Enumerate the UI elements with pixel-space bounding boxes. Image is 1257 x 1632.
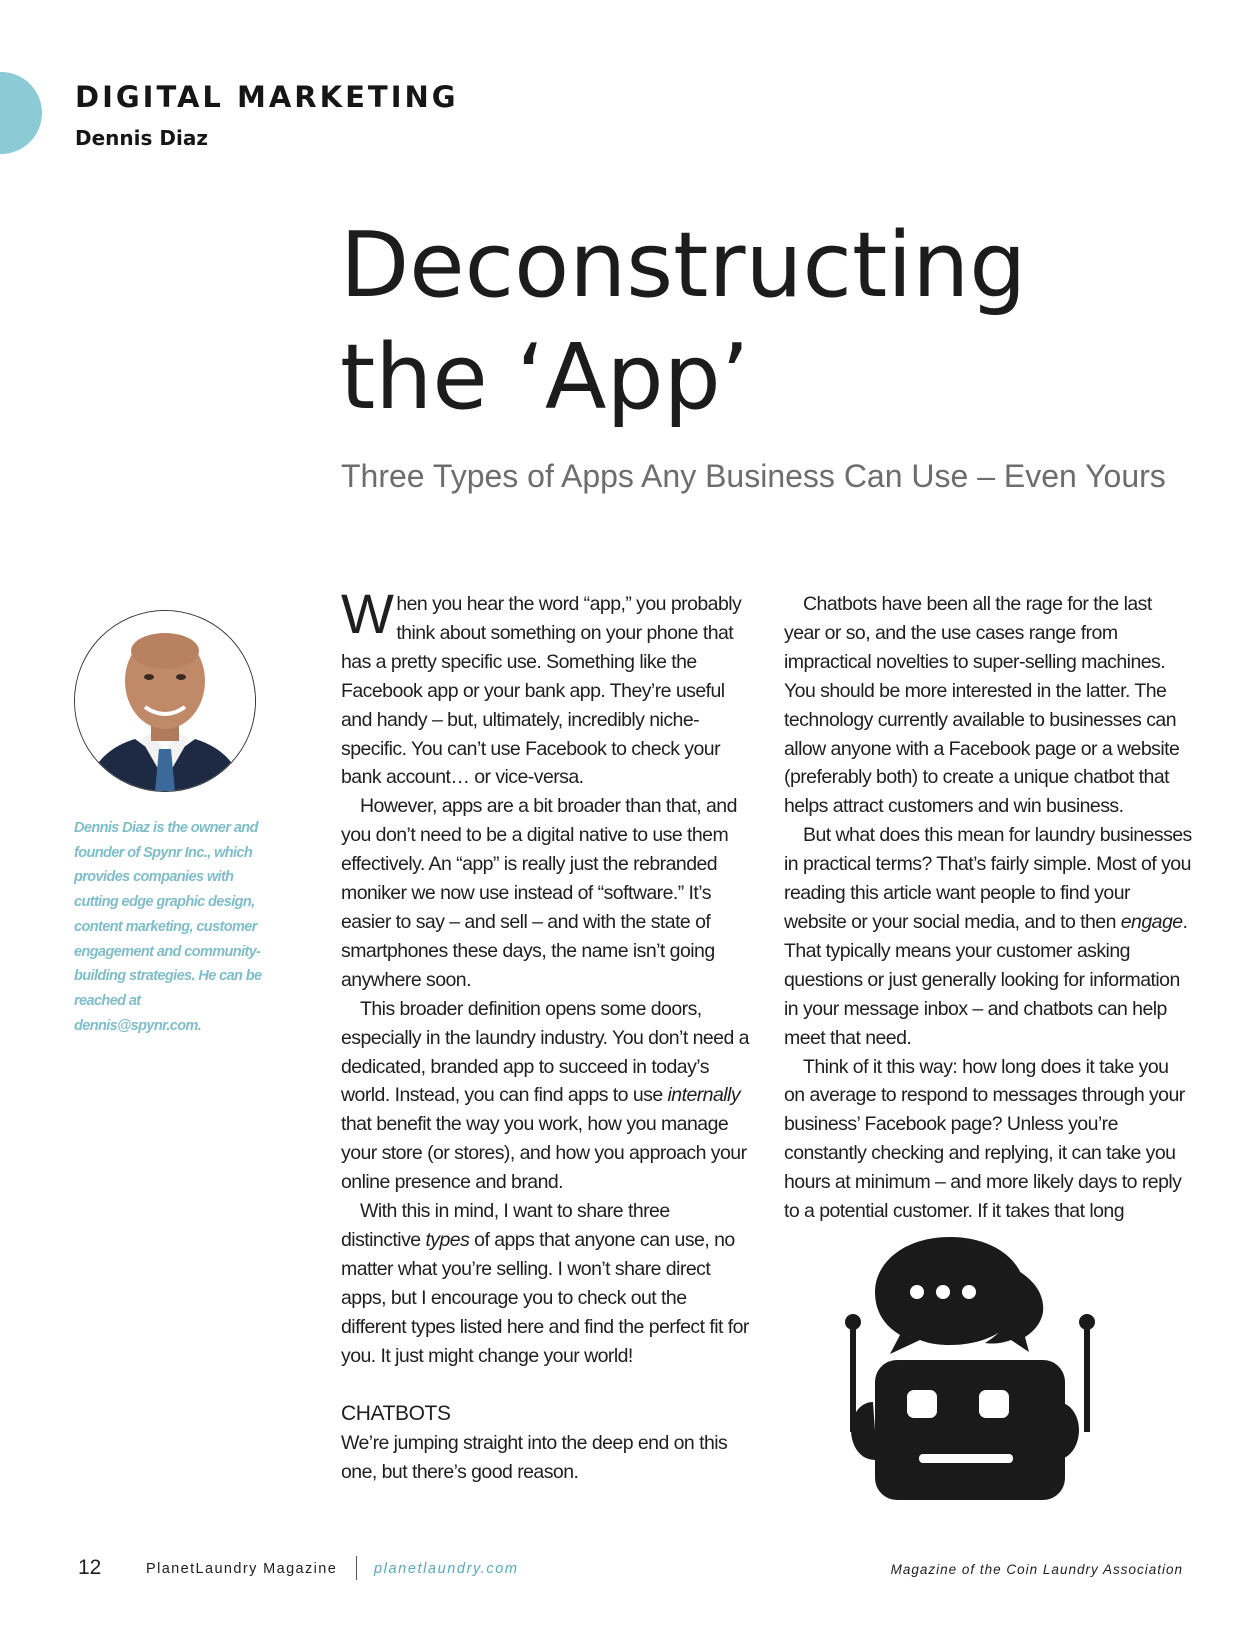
- body-paragraph: Chatbots have been all the rage for the last year or so, and the use cases range from impractical novelties to super-selling machines. You should be more interested in the latter. The technology currently available to businesses can allow anyone with a Facebook page or a website (preferably both) to create a unique chatbot that helps attract customers and win business.: [784, 593, 1180, 818]
- body-paragraph: [341, 1197, 753, 1370]
- paragraph-text: With this in mind, I want to share three distinctive: [341, 1200, 670, 1251]
- page-footer: [0, 1556, 1257, 1586]
- article-subtitle: Three Types of Apps Any Business Can Use – Even Yours: [341, 458, 1166, 494]
- article-title-line-1: Deconstructing: [340, 213, 1027, 318]
- chatbot-robot-icon: [845, 1232, 1095, 1502]
- article-title-line-2: the ‘App’: [340, 325, 750, 430]
- paragraph-text: . That typically means your customer asking questions or just generally looking for information in your message inbox – and chatbots can help meet that need.: [784, 910, 1188, 1049]
- footer-divider: [356, 1556, 357, 1580]
- emphasis-text: internally: [667, 1084, 741, 1107]
- article-title: [340, 210, 1026, 434]
- paragraph-text: This broader definition opens some doors, especially in the laundry industry. You don’t need a dedicated, branded app to succeed in today’s world. Instead, you can find apps to use: [341, 997, 749, 1107]
- emphasis-text: types: [425, 1228, 470, 1251]
- paragraph-text: But what does this mean for laundry businesses in practical terms? That’s fairly simple. Most of you reading this article want people to find your website or your social media, and to then: [784, 824, 1192, 933]
- body-paragraph: We’re jumping straight into the deep end on this one, but there’s good reason.: [341, 1432, 728, 1484]
- drop-cap: W: [341, 582, 394, 645]
- body-paragraph: Think of it this way: how long does it take you on average to respond to messages through your business’ Facebook page? Unless you’re constantly checking and replying, it can take you hours at minimum – and more likely days to reply to a potential customer. If it takes that long: [784, 1055, 1185, 1223]
- section-tab-circle: [0, 72, 42, 154]
- association-tagline: Magazine of the Coin Laundry Association: [890, 1562, 1183, 1577]
- body-paragraph: [784, 821, 1192, 1052]
- website-link[interactable]: planetlaundry.com: [374, 1561, 519, 1577]
- paragraph-text: hen you hear the word “app,” you probably think about something on your phone that has a pretty specific use. Something like the Facebook app or your bank app. They’re useful and handy – but, ultimately, incredibly niche-specific. You can’t use Facebook to check your bank account… or vice-versa.: [341, 593, 742, 789]
- author-portrait-icon: [75, 611, 255, 791]
- author-bio: Dennis Diaz is the owner and founder of Spynr Inc., which provides companies with cutting edge graphic design, content marketing, customer engagement and community-building strategies. He can be reached at dennis@spynr.com.: [74, 820, 262, 1034]
- paragraph-text: of apps that anyone can use, no matter what you’re selling. I won’t share direct apps, but I encourage you to check out the different types listed here and find the perfect fit for you. It just might change your world!: [341, 1228, 749, 1367]
- magazine-name: PlanetLaundry Magazine: [146, 1561, 338, 1577]
- paragraph-text: that benefit the way you work, how you manage your store (or stores), and how you approach your online presence and brand.: [341, 1113, 747, 1194]
- section-label: DIGITAL MARKETING: [75, 80, 459, 114]
- body-paragraph: However, apps are a bit broader than that, and you don’t need to be a digital native to use them effectively. An “app” is really just the rebranded moniker we now use instead of “software.” It’s easier to say – and sell – and with the state of smartphones these days, the name isn’t going anywhere soon.: [341, 795, 737, 991]
- body-paragraph: [341, 995, 753, 1197]
- author-byline: Dennis Diaz: [75, 126, 208, 150]
- page-number: 12: [78, 1556, 102, 1579]
- body-paragraph: [341, 582, 753, 792]
- author-photo: [74, 610, 256, 792]
- chatbots-heading: CHATBOTS: [341, 1402, 451, 1426]
- body-column-left: [341, 582, 753, 1487]
- emphasis-text: engage: [1120, 910, 1183, 933]
- body-column-right: [784, 590, 1192, 1226]
